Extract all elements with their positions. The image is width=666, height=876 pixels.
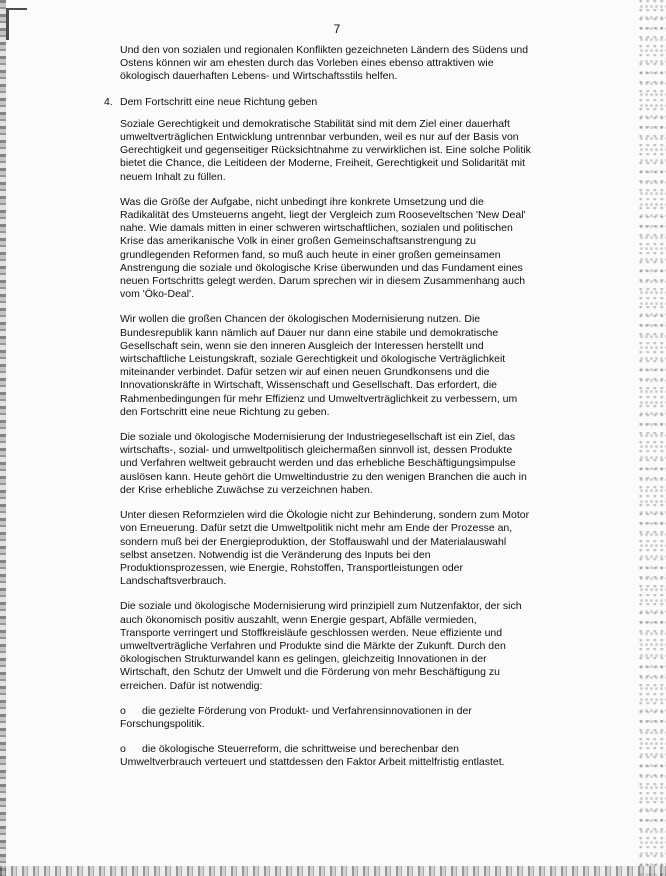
text-line: neuen Fortschritts gelegt werden. Darum sprechen wir in diesem Zusammenhang auch (120, 275, 526, 288)
staple-mark (6, 8, 27, 40)
text-line: Soziale Gerechtigkeit und demokratische Stabilität sind mit dem Ziel einer dauerhaft (120, 117, 510, 130)
text-line: Was die Größe der Aufgabe, nicht unbedingt ihre konkrete Umsetzung und die (120, 195, 484, 208)
intro-paragraph (120, 44, 580, 84)
text-line: Wirtschaft, den Schutz der Umwelt und die Förderung von mehr Beschäftigung zu (120, 666, 500, 679)
paragraph (120, 313, 580, 419)
text-line: umweltverträgliche Verfahren und Produkte sind die Märkte der Zukunft. Durch den (120, 639, 506, 652)
text-line: den Fortschritt eine neue Richtung zu geben. (120, 405, 330, 418)
section-number: 4. (104, 95, 113, 108)
text-line: Bundesrepublik kann nämlich auf Dauer nur dann eine stabile und demokratische (120, 326, 499, 339)
section-title: Dem Fortschritt eine neue Richtung geben (120, 95, 318, 108)
paragraph (120, 118, 580, 184)
text-line: die ökologische Steuerreform, die schrittweise und berechenbar den (142, 743, 459, 756)
list-item (120, 705, 580, 731)
text-line: und Verfahren weltweit gebraucht werden und das erhebliche Beschäftigungsimpulse (120, 457, 516, 470)
text-line: von Erneuerung. Dafür setzt die Umweltpolitik nicht mehr am Ende der Prozesse an, (120, 522, 513, 535)
text-line: vom 'Öko-Deal'. (120, 288, 195, 301)
text-line: Landschaftsverbrauch. (120, 575, 227, 588)
text-line: Forschungspolitik. (120, 717, 205, 730)
text-line: ökologischen Strukturwandel kann es gelingen, gleichzeitig Innovationen in der (120, 653, 487, 666)
text-line: selbst ansetzen. Notwendig ist die Veränderung des Inputs bei den (120, 548, 431, 561)
text-line: Unter diesen Reformzielen wird die Ökologie nicht zur Behinderung, sondern zum Motor (120, 509, 530, 522)
text-line: die gezielte Förderung von Produkt- und Verfahrensinnovationen in der (142, 704, 472, 717)
text-line: auslösen kann. Heute gehört die Umweltindustrie zu den wenigen Branchen die auch in (120, 470, 527, 483)
text-line: Die soziale und ökologische Modernisierung wird prinzipiell zum Nutzenfaktor, der sich (120, 600, 522, 613)
paragraph (120, 196, 580, 302)
scan-edge-bottom (0, 866, 666, 876)
paragraph (120, 431, 580, 497)
section-heading (104, 95, 580, 109)
text-line: umweltverträglichen Entwicklung untrennbar verbunden, weil es nur auf der Basis von (120, 131, 519, 144)
text-line: wirtschafts-, sozial- und umweltpolitisch gleichermaßen sinnvoll ist, dessen Produkte (120, 444, 513, 457)
text-line: Krise das amerikanische Volk in einer großen Gemeinschaftsanstrengung zu (120, 235, 477, 248)
text-line: Ostens können wir am ehesten durch das Vorleben eines ebenso attraktiven wie (120, 57, 494, 70)
text-line: miteinander verbindet. Dafür setzen wir auf einen neuen Grundkonsens und die (120, 366, 490, 379)
text-line: bietet die Chance, die Leitideen der Moderne, Freiheit, Gerechtigkeit und Solidarität mit (120, 157, 526, 170)
text-line: wirtschaftliche Leistungskraft, soziale Gerechtigkeit und ökologische Verträglichkeit (120, 353, 506, 366)
text-line: erreichen. Dafür ist notwendig: (120, 679, 263, 692)
text-line: Gesellschaft sein, wenn sie den inneren Ausgleich der Interessen herstellt und (120, 339, 484, 352)
text-line: Umweltverbrauch verteuert und stattdessen den Faktor Arbeit mittelfristig entlastet. (120, 756, 505, 769)
bullet-marker: o (120, 704, 126, 717)
text-line: Gerechtigkeit und gegenseitiger Rücksichtnahme zu verwirklichen ist. Eine solche Politik (120, 144, 531, 157)
text-line: Transporte verringert und Stoffkreisläufe geschlossen werden. Neue effiziente und (120, 626, 503, 639)
text-line: Radikalität des Umsteuerns angeht, liegt der Vergleich zum Rooseveltschen 'New Deal' (120, 209, 526, 222)
list-item (120, 743, 580, 769)
bullet-marker: o (120, 743, 126, 756)
text-line: auch ökonomisch positiv auszahlt, wenn Energie gespart, Abfälle vermieden, (120, 613, 477, 626)
text-line: grundlegenden Reformen fand, so muß auch heute in einer großen gemeinsamen (120, 248, 501, 261)
text-line: Und den von sozialen und regionalen Konflikten gezeichneten Ländern des Südens und (120, 44, 529, 56)
text-line: neuem Inhalt zu füllen. (120, 170, 226, 183)
scan-edge-right (638, 0, 666, 876)
paragraph (120, 509, 580, 588)
page-number: 7 (333, 22, 341, 36)
text-line: Produktionsprozessen, wie Energie, Rohstoffen, Transportleistungen oder (120, 561, 464, 574)
text-line: nahe. Wie damals mitten in einer schweren wirtschaftlichen, sozialen und politischen (120, 222, 513, 235)
text-line: Die soziale und ökologische Modernisierung der Industriegesellschaft ist ein Ziel, das (120, 431, 516, 444)
text-line: Innovationskräfte in Wirtschaft, Wissenschaft und Gesellschaft. Das erfordert, die (120, 379, 497, 392)
text-line: Rahmenbedingungen für mehr Effizienz und Umweltverträglichkeit zu verbessern, um (120, 392, 518, 405)
text-line: Wir wollen die großen Chancen der ökologischen Modernisierung nutzen. Die (120, 313, 481, 326)
document-body (104, 44, 580, 782)
text-line: sondern muß bei der Energieproduktion, der Stoffauswahl und der Materialauswahl (120, 535, 507, 548)
text-line: ökologisch dauerhaften Lebens- und Wirtschaftsstils helfen. (120, 70, 398, 83)
paragraph (120, 600, 580, 692)
scan-edge-left (0, 0, 6, 876)
text-line: Anstrengung die soziale und ökologische Krise überwunden und das Fundament eines (120, 261, 523, 274)
text-line: der Krise erhebliche Zuwächse zu verzeichnen haben. (120, 483, 373, 496)
